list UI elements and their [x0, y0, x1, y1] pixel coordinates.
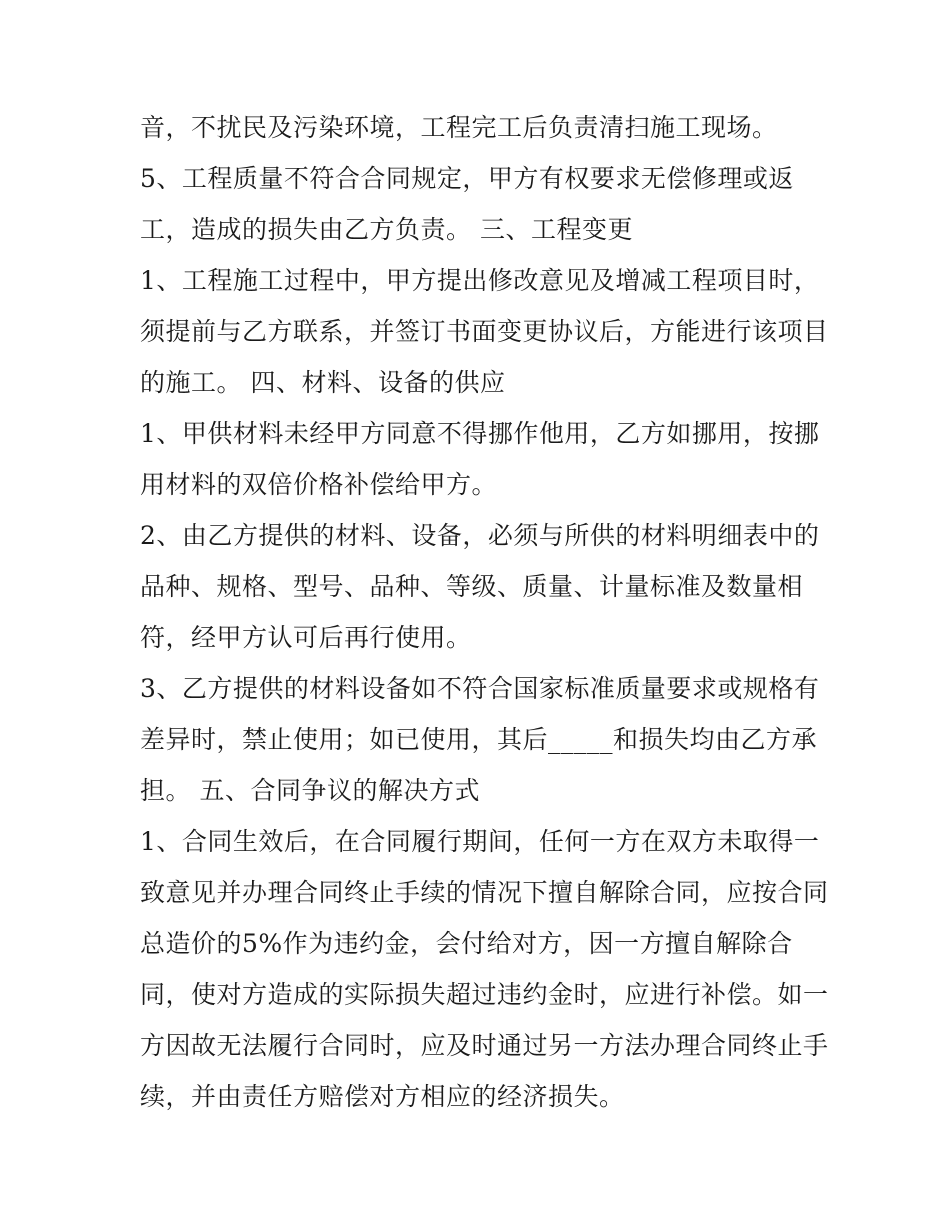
text-line: 工，造成的损失由乙方负责。 三、工程变更 [140, 215, 633, 244]
text-line: 差异时，禁止使用；如已使用，其后_____和损失均由乙方承 [140, 725, 818, 754]
text-line: 的施工。 四、材料、设备的供应 [140, 368, 506, 397]
text-line: 音，不扰民及污染环境，工程完工后负责清扫施工现场。 [140, 113, 778, 142]
text-line: 1、合同生效后，在合同履行期间，任何一方在双方未取得一 [140, 827, 820, 856]
text-line: 5、工程质量不符合合同规定，甲方有权要求无偿修理或返 [140, 164, 794, 193]
text-line: 1、甲供材料未经甲方同意不得挪作他用，乙方如挪用，按挪 [140, 419, 820, 448]
text-line: 品种、规格、型号、品种、等级、质量、计量标准及数量相 [140, 572, 804, 601]
text-line: 须提前与乙方联系，并签订书面变更协议后，方能进行该项目 [140, 317, 829, 346]
text-line: 致意见并办理合同终止手续的情况下擅自解除合同，应按合同 [140, 878, 829, 907]
text-line: 担。 五、合同争议的解决方式 [140, 776, 480, 805]
text-line: 2、由乙方提供的材料、设备，必须与所供的材料明细表中的 [140, 521, 820, 550]
text-line: 1、工程施工过程中，甲方提出修改意见及增减工程项目时， [140, 266, 820, 295]
document-body [140, 102, 829, 1122]
text-line: 符，经甲方认可后再行使用。 [140, 623, 472, 652]
text-line: 用材料的双倍价格补偿给甲方。 [140, 470, 498, 499]
text-line: 续，并由责任方赔偿对方相应的经济损失。 [140, 1082, 625, 1111]
text-line: 同，使对方造成的实际损失超过违约金时，应进行补偿。如一 [140, 980, 829, 1009]
text-line: 方因故无法履行合同时，应及时通过另一方法办理合同终止手 [140, 1031, 829, 1060]
text-line: 总造价的5%作为违约金，会付给对方，因一方擅自解除合 [140, 929, 793, 958]
text-line: 3、乙方提供的材料设备如不符合国家标准质量要求或规格有 [140, 674, 820, 703]
